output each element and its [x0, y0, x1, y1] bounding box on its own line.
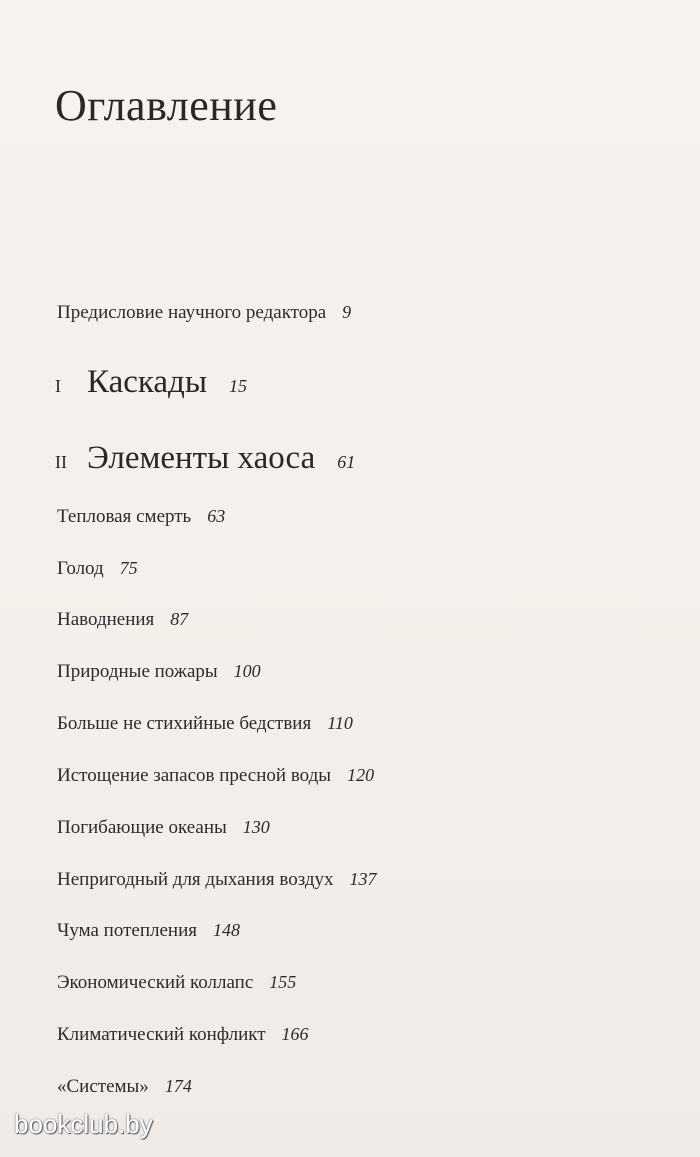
toc-entry-label: Тепловая смерть: [57, 506, 192, 527]
toc-entry-page: 137: [349, 869, 377, 889]
toc-entry-label: Истощение запасов пресной воды: [57, 765, 332, 786]
toc-entry-preface[interactable]: [57, 302, 351, 324]
toc-part-2[interactable]: [55, 440, 355, 477]
toc-part-name: Каскады: [87, 364, 208, 400]
toc-entry-page: 75: [119, 558, 138, 578]
toc-entry[interactable]: [57, 506, 225, 528]
toc-entry-page: 166: [281, 1024, 309, 1044]
toc-entry-label: Экономический коллапс: [57, 972, 254, 993]
toc-entry-page: 110: [327, 713, 353, 733]
toc-entry[interactable]: [57, 661, 261, 683]
toc-entry[interactable]: [57, 713, 353, 735]
toc-entry[interactable]: [57, 558, 138, 580]
toc-part-name: Элементы хаоса: [87, 440, 316, 476]
toc-part-number: I: [55, 376, 61, 396]
toc-part-number: II: [55, 452, 67, 472]
toc-entry-label: Голод: [57, 558, 104, 579]
toc-entry[interactable]: [57, 817, 270, 839]
toc-entry-label: Чума потепления: [57, 920, 197, 941]
toc-entry-label: «Системы»: [57, 1076, 149, 1097]
toc-entry[interactable]: [57, 609, 188, 631]
toc-entry-page: 148: [213, 920, 240, 940]
toc-part-1[interactable]: [55, 364, 247, 401]
toc-entry-label: Больше не стихийные бедствия: [57, 713, 312, 734]
toc-entry-label: Предисловие научного редактора: [57, 302, 327, 323]
toc-entry[interactable]: [57, 1076, 192, 1098]
toc-entry-page: 100: [233, 661, 261, 681]
toc-entry-label: Непригодный для дыхания воздух: [57, 869, 334, 890]
toc-entry-page: 9: [342, 302, 352, 322]
toc-entry-label: Климатический конфликт: [57, 1024, 266, 1045]
toc-entry-page: 87: [170, 609, 189, 629]
toc-entry[interactable]: [57, 869, 377, 891]
watermark-text: bookclub.by: [14, 1109, 153, 1139]
toc-entry-page: 63: [207, 506, 226, 526]
toc-entry-page: 155: [269, 972, 297, 992]
toc-entry-page: 174: [164, 1076, 192, 1096]
toc-entry[interactable]: [57, 920, 240, 942]
toc-entry[interactable]: [57, 972, 296, 994]
toc-entry-page: 130: [242, 817, 270, 837]
toc-entry[interactable]: [57, 1024, 309, 1046]
toc-entry-label: Погибающие океаны: [57, 817, 227, 838]
toc-entry-label: Наводнения: [57, 609, 155, 630]
toc-part-page: 61: [337, 452, 356, 472]
toc-entry[interactable]: [57, 765, 374, 787]
toc-part-page: 15: [229, 376, 248, 396]
toc-entry-page: 120: [347, 765, 375, 785]
toc-entry-label: Природные пожары: [57, 661, 218, 682]
page-title: Оглавление: [55, 81, 278, 130]
